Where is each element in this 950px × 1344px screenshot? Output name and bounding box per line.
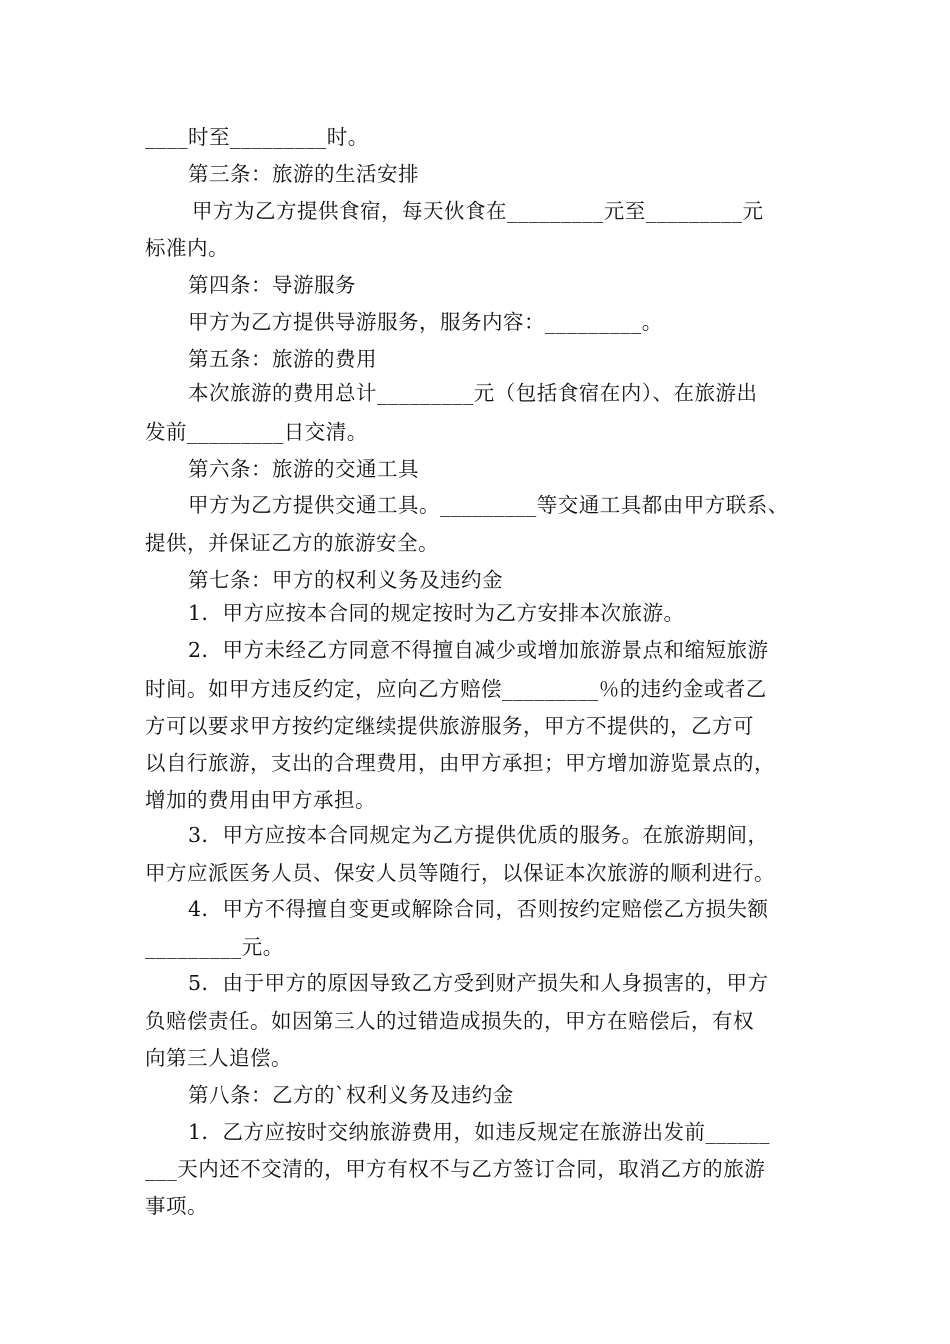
text-line: 以自行旅游，支出的合理费用，由甲方承担；甲方增加游览景点的， (145, 751, 775, 775)
clause-item: 3．甲方应按本合同规定为乙方提供优质的服务。在旅游期间， (188, 823, 769, 847)
clause-item: 1．乙方应按时交纳旅游费用，如违反规定在旅游出发前______ (188, 1120, 771, 1144)
text-line: 发前_________日交清。 (145, 420, 368, 444)
section-heading-3: 第三条：旅游的生活安排 (188, 162, 419, 186)
text-line: _________元。 (145, 935, 284, 959)
text-line: 方可以要求甲方按约定继续提供旅游服务，甲方不提供的，乙方可 (145, 714, 754, 738)
text-line: 本次旅游的费用总计_________元（包括食宿在内）、在旅游出 (188, 381, 758, 405)
text-line: 事项。 (145, 1194, 208, 1218)
section-heading-8: 第八条：乙方的`权利义务及违约金 (188, 1083, 514, 1107)
section-heading-4: 第四条：导游服务 (188, 273, 356, 297)
clause-item: 1．甲方应按本合同的规定按时为乙方安排本次旅游。 (188, 601, 685, 625)
text-line: 提供，并保证乙方的旅游安全。 (145, 531, 439, 555)
text-line: 甲方为乙方提供交通工具。_________等交通工具都由甲方联系、 (188, 493, 789, 517)
section-heading-5: 第五条：旅游的费用 (188, 347, 377, 371)
text-line: ____时至_________时。 (145, 125, 369, 149)
clause-item: 5．由于甲方的原因导致乙方受到财产损失和人身损害的，甲方 (188, 971, 769, 995)
text-line: 甲方为乙方提供导游服务，服务内容：_________。 (188, 310, 663, 334)
text-line: 增加的费用由甲方承担。 (145, 788, 376, 812)
text-line: 标准内。 (145, 236, 229, 260)
section-heading-7: 第七条：甲方的权利义务及违约金 (188, 568, 503, 592)
text-line: ___天内还不交清的，甲方有权不与乙方签订合同，取消乙方的旅游 (145, 1157, 766, 1181)
text-line: 时间。如甲方违反约定，应向乙方赔偿_________％的违约金或者乙 (145, 677, 767, 701)
text-line: 负赔偿责任。如因第三人的过错造成损失的，甲方在赔偿后，有权 (145, 1009, 754, 1033)
text-line: 向第三人追偿。 (145, 1046, 292, 1070)
text-line: 甲方应派医务人员、保安人员等随行，以保证本次旅游的顺利进行。 (145, 861, 775, 885)
clause-item: 2．甲方未经乙方同意不得擅自减少或增加旅游景点和缩短旅游 (188, 638, 769, 662)
clause-item: 4．甲方不得擅自变更或解除合同，否则按约定赔偿乙方损失额 (188, 897, 769, 921)
section-heading-6: 第六条：旅游的交通工具 (188, 457, 419, 481)
text-line: 甲方为乙方提供食宿，每天伙食在_________元至_________元 (192, 199, 764, 223)
